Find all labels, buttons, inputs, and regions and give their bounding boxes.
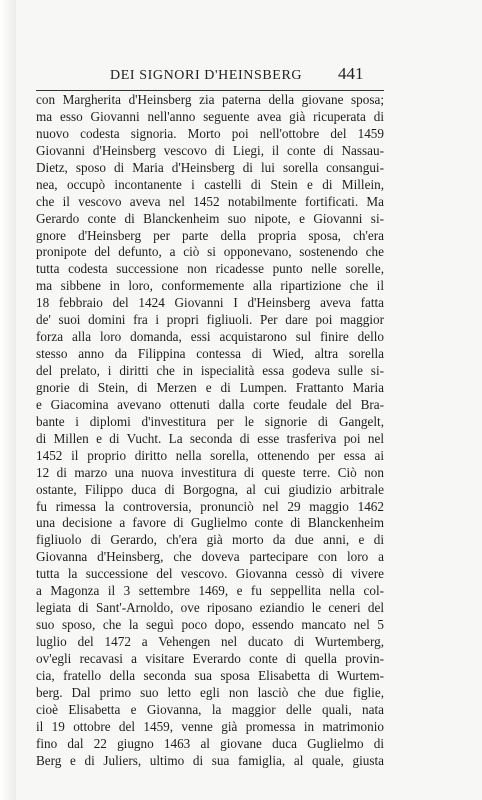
text-line: legiata di Sant'-Arnoldo, ove riposano eziandio le ceneri del [36, 600, 384, 616]
text-line: 18 febbraio del 1424 Giovanni I d'Heinsberg aveva fatta [36, 295, 384, 311]
text-line: Giovanni d'Heinsberg vescovo di Liegi, il conte di Nassau- [36, 142, 384, 158]
text-line: luglio del 1472 a Vehengen nel ducato di Wurtemberg, [36, 634, 384, 649]
text-line: del prelato, i diritti che in ispecialità essa godeva sulle si- [36, 363, 384, 378]
text-line: gnore d'Heinsberg per parte della propria sposa, ch'era [36, 227, 384, 243]
text-line: gnorie di Stein, di Merzen e di Lumpen. Frattanto Maria [36, 379, 384, 395]
text-line: 1452 il proprio diritto nella sorella, ottenendo per essa ai [36, 447, 384, 463]
text-line: Dietz, sposo di Maria d'Heinsberg di lui sorella consangui- [36, 159, 384, 175]
text-line: ostante, Filippo duca di Borgogna, al cui giudizio arbitrale [36, 481, 384, 497]
text-line: forza alla loro domanda, essi acquistarono sul finire dello [36, 329, 384, 345]
text-line: 12 di marzo una nuova investitura di queste terre. Ciò non [36, 464, 384, 480]
text-line: il 19 ottobre del 1459, venne già promessa in matrimonio [36, 718, 384, 734]
text-line: fu rimessa la controversia, pronunciò nel 29 maggio 1462 [36, 498, 384, 514]
text-line: Gerardo conte di Blanckenheim suo nipote, e Giovanni si- [36, 210, 384, 226]
text-line: nuovo codesta signoria. Morto poi nell'ottobre del 1459 [36, 125, 384, 141]
text-line: nea, occupò incontanente i castelli di Stein e di Millein, [36, 176, 384, 192]
text-line: di Millen e di Vucht. La seconda di esse trasferiva poi nel [36, 430, 384, 446]
text-line: pronipote del defunto, a ciò si opponevano, sostenendo che [36, 244, 384, 260]
text-line: con Margherita d'Heinsberg zia paterna della giovane sposa; [36, 92, 384, 107]
text-line: cioè Elisabetta e Giovanna, la maggior delle quali, nata [36, 701, 384, 717]
text-line: ma sibbene in loro, conformemente alla ripartizione che il [36, 278, 384, 294]
text-line: tutta codesta successione non ricadesse punto nelle sorelle, [36, 261, 384, 277]
header-rule [36, 90, 384, 91]
text-line: ma esso Giovanni nell'anno seguente avea già ricuperata di [36, 108, 384, 124]
text-line: berg. Dal primo suo letto egli non lasciò che due figlie, [36, 684, 384, 700]
text-line: stesso anno da Filippina contessa di Wied, altra sorella [36, 346, 384, 362]
text-line: cia, fratello della seconda sua sposa Elisabetta di Wurtem- [36, 667, 384, 683]
body-text [36, 92, 384, 770]
text-line: a Magonza il 3 settembre 1469, e fu seppellita nella col- [36, 583, 384, 599]
page-gutter [0, 0, 16, 800]
text-line: ov'egli recavasi a visitare Everardo conte di quella provin- [36, 650, 384, 666]
text-line: figliuolo di Gerardo, ch'era già morto da due anni, e di [36, 532, 384, 548]
text-line: Giovanna d'Heinsberg, che doveva partecipare con loro a [36, 549, 384, 565]
running-header: DEI SIGNORI D'HEINSBERG [110, 68, 303, 83]
text-line: Berg e di Juliers, ultimo di sua famiglia, al quale, giusta [36, 752, 384, 768]
text-line: che il vescovo aveva nel 1452 notabilmente fortificati. Ma [36, 193, 384, 209]
text-line: bante i diplomi d'investitura per le signorie di Gangelt, [36, 413, 384, 429]
page-number: 441 [338, 64, 364, 83]
text-line: e Giacomina avevano ottenuti dalla corte feudale del Bra- [36, 396, 384, 412]
text-line: de' suoi domini fra i propri figliuoli. Per dare poi maggior [36, 312, 384, 328]
text-line: una decisione a favore di Guglielmo conte di Blanckenheim [36, 515, 384, 531]
text-line: fino dal 22 giugno 1463 al giovane duca Guglielmo di [36, 735, 384, 751]
text-line: tutta la successione del vescovo. Giovanna cessò di vivere [36, 566, 384, 582]
text-line: suo sposo, che la seguì poco dopo, essendo mancato nel 5 [36, 617, 384, 633]
